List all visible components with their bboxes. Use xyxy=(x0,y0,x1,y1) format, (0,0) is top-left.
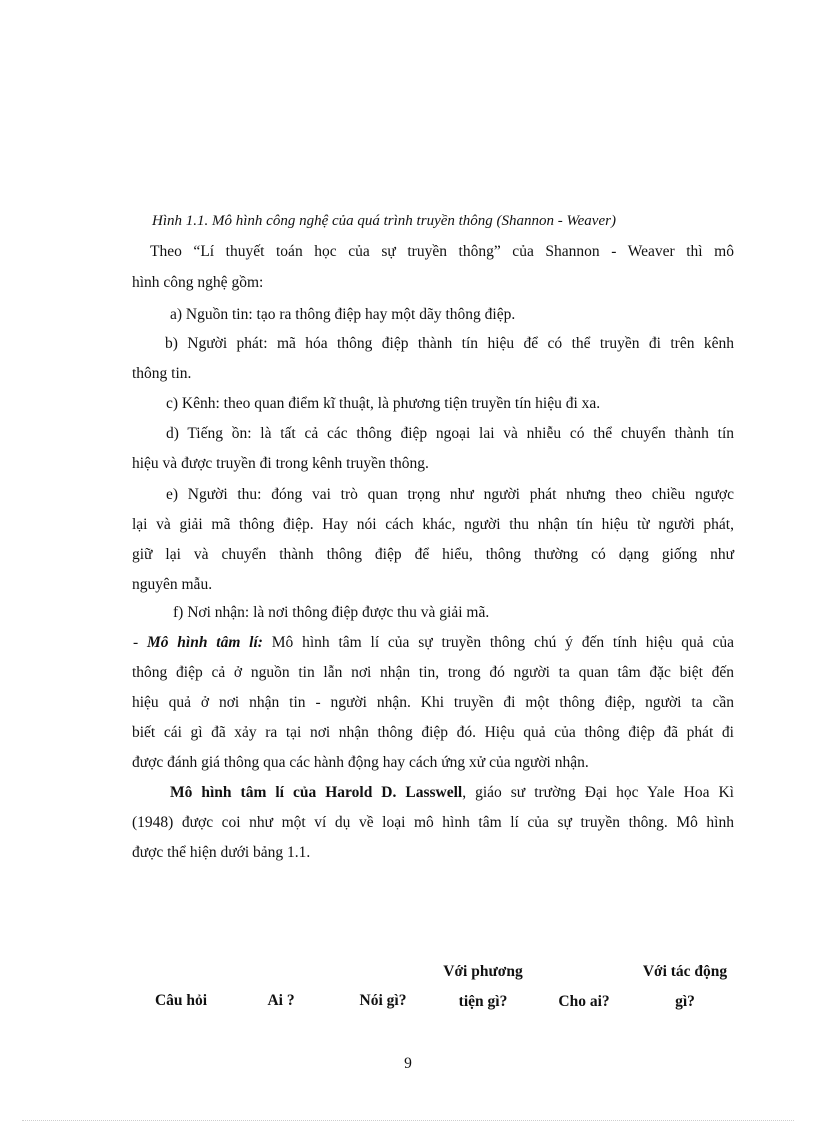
psych-line-5: được đánh giá thông qua các hành động hay cách ứng xử của người nhận. xyxy=(132,754,589,771)
psych-line-4: biết cái gì đã xảy ra tại nơi nhận thông điệp đó. Hiệu quả của thông điệp đã phát đi xyxy=(132,724,734,741)
item-f: f) Nơi nhận: là nơi thông điệp được thu và giải mã. xyxy=(173,604,490,621)
lasswell-bold: Mô hình tâm lí của Harold D. Lasswell xyxy=(170,784,463,801)
psych-line-1 xyxy=(133,634,734,652)
psych-term: Mô hình tâm lí: xyxy=(146,634,263,651)
psych-dash: - xyxy=(133,634,147,651)
table-header-tac-dong-l1: Với tác động xyxy=(642,963,728,980)
page-bottom-divider xyxy=(22,1120,794,1121)
table-header-noi-gi: Nói gì? xyxy=(359,992,407,1009)
item-e-line-4: nguyên mẫu. xyxy=(132,576,213,593)
item-b-line-2: thông tin. xyxy=(132,365,192,382)
item-a: a) Nguồn tin: tạo ra thông điệp hay một dãy thông điệp. xyxy=(170,306,516,323)
psych-line-2: thông điệp cả ở nguồn tin lẫn nơi nhận tin, trong đó người ta quan tâm đặc biệt đến xyxy=(132,664,734,681)
item-e-line-3: giữ lại và chuyển thành thông điệp để hiểu, thông thường có dạng giống như xyxy=(132,546,734,563)
page-number: 9 xyxy=(404,1055,412,1072)
lasswell-line-3: được thể hiện dưới bảng 1.1. xyxy=(132,844,311,861)
table-header-phuong-tien-l1: Với phương xyxy=(443,963,523,980)
table-header-cho-ai: Cho ai? xyxy=(558,993,610,1010)
table-header-ai: Ai ? xyxy=(267,992,295,1009)
item-e-line-1: e) Người thu: đóng vai trò quan trọng như người phát nhưng theo chiều ngược xyxy=(166,486,734,503)
table-header-phuong-tien-l2: tiện gì? xyxy=(458,993,508,1010)
lasswell-line-2: (1948) được coi như một ví dụ về loại mô hình tâm lí của sự truyền thông. Mô hình xyxy=(132,814,734,831)
item-d-line-1: d) Tiếng ồn: là tất cả các thông điệp ngoại lai và nhiễu có thể chuyển thành tín xyxy=(166,425,734,442)
item-d-line-2: hiệu và được truyền đi trong kênh truyền thông. xyxy=(132,455,429,472)
item-b-line-1: b) Người phát: mã hóa thông điệp thành tín hiệu để có thể truyền đi trên kênh xyxy=(165,335,734,352)
item-e-line-2: lại và giải mã thông điệp. Hay nói cách khác, người thu nhận tín hiệu từ người phát, xyxy=(132,516,734,533)
table-header-cau-hoi: Câu hỏi xyxy=(154,992,208,1009)
item-c: c) Kênh: theo quan điểm kĩ thuật, là phương tiện truyền tín hiệu đi xa. xyxy=(166,395,601,412)
table-header-tac-dong-l2: gì? xyxy=(675,993,695,1010)
lasswell-line-1-rest: , giáo sư trường Đại học Yale Hoa Kì xyxy=(462,784,734,801)
intro-line-1: Theo “Lí thuyết toán học của sự truyền thông” của Shannon - Weaver thì mô xyxy=(150,243,734,260)
intro-line-2: hình công nghệ gồm: xyxy=(132,274,264,291)
figure-caption: Hình 1.1. Mô hình công nghệ của quá trình truyền thông (Shannon - Weaver) xyxy=(152,213,616,229)
lasswell-line-1 xyxy=(170,784,734,802)
psych-line-3: hiệu quả ở nơi nhận tin - người nhận. Khi truyền đi một thông điệp, người ta cần xyxy=(132,694,734,711)
psych-line-1-rest: Mô hình tâm lí của sự truyền thông chú ý đến tính hiệu quả của xyxy=(262,634,734,651)
